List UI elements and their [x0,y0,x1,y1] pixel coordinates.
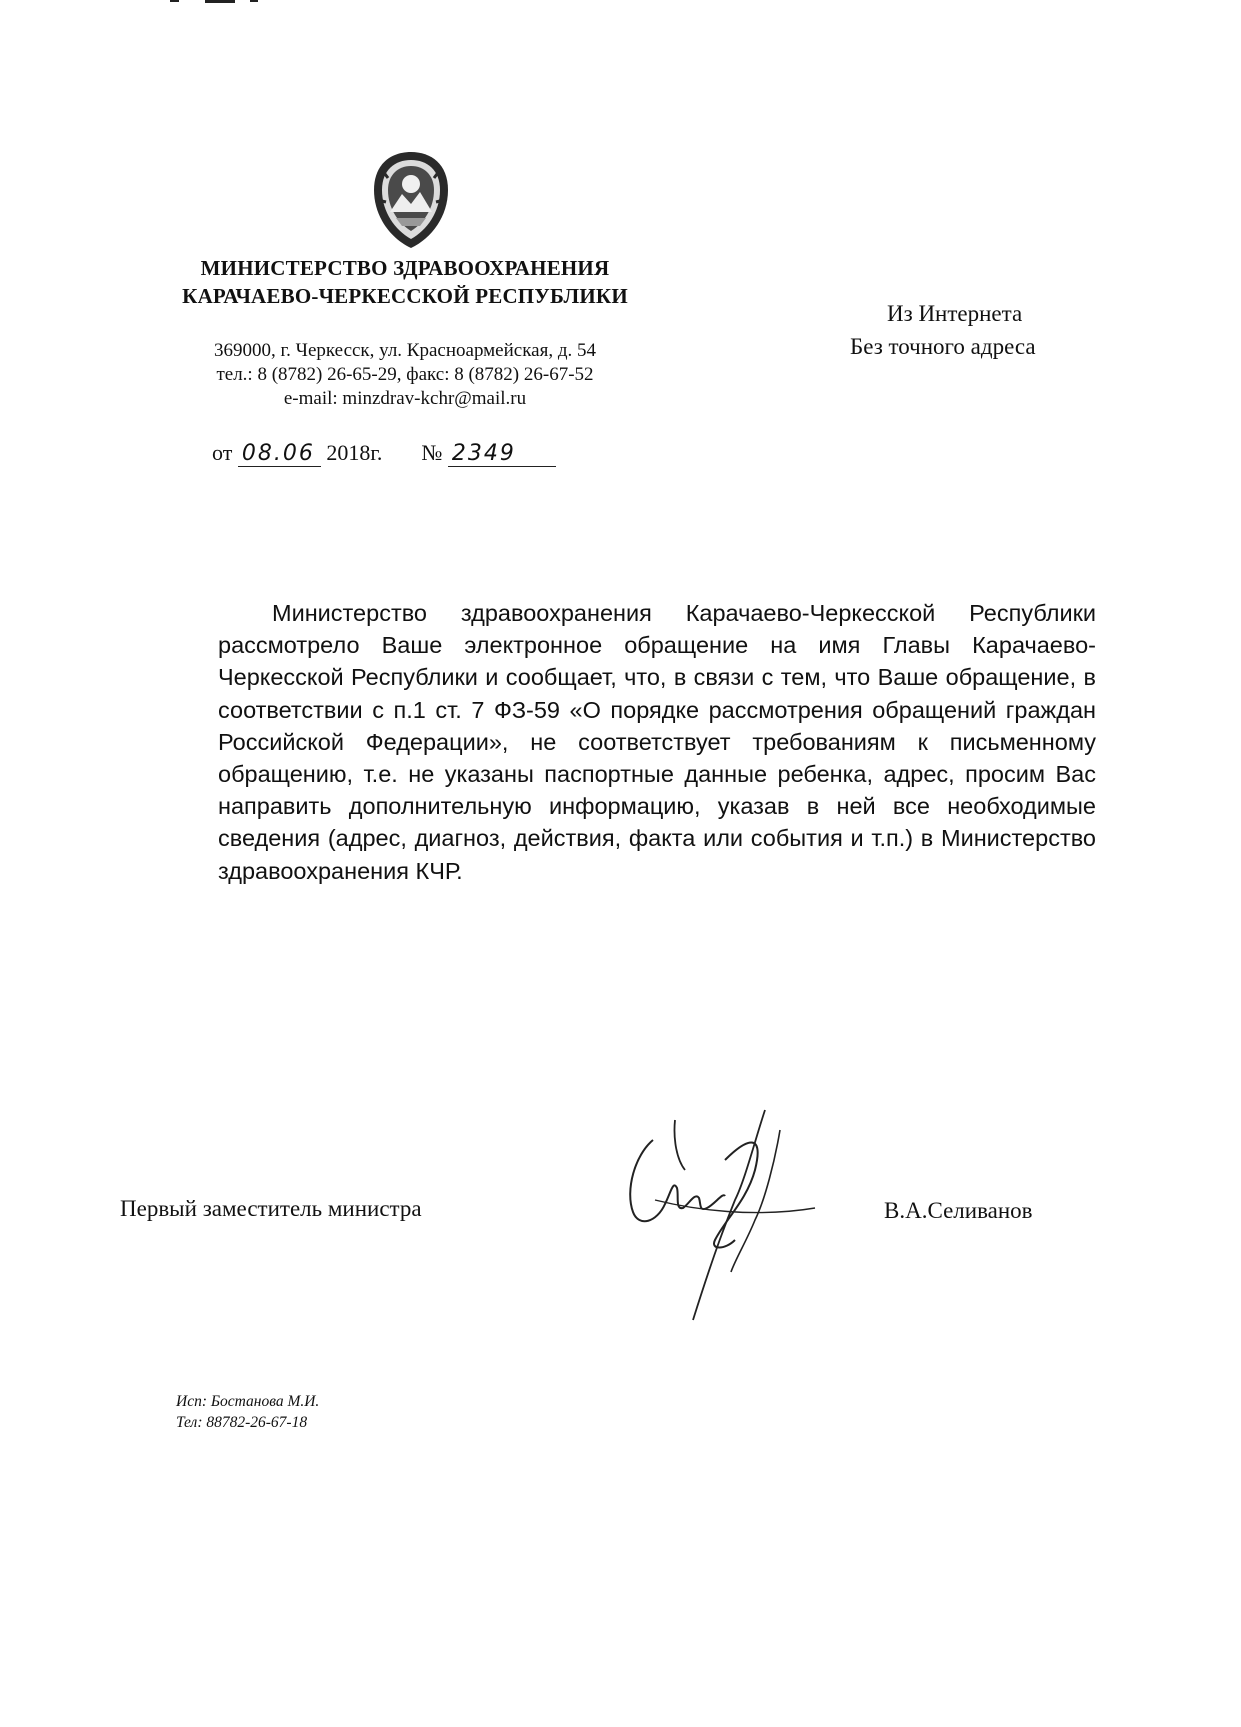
organization-name-line1: МИНИСТЕРСТВО ЗДРАВООХРАНЕНИЯ [200,256,610,280]
document-reference [212,440,556,467]
organization-name-line2: КАРАЧАЕВО-ЧЕРКЕССКОЙ РЕСПУБЛИКИ [182,284,628,308]
signer-name: В.А.Селиванов [884,1198,1033,1223]
signer-position: Первый заместитель министра [120,1196,422,1221]
recipient-line2: Без точного адреса [850,334,1036,359]
handwritten-signature [615,1100,855,1330]
recipient-block [850,297,1100,363]
handwritten-date: 08.06 [238,441,321,467]
executor-phone: Тел: 88782-26-67-18 [176,1414,308,1431]
scan-artifact [250,0,258,2]
executor-name: Исп: Бостанова М.И. [176,1393,320,1410]
organization-address: 369000, г. Черкесск, ул. Красноармейская, д. 54 [213,340,597,361]
handwritten-document-number: 2349 [448,441,556,467]
republic-coat-of-arms-icon [368,150,454,250]
executor-info [176,1391,319,1433]
number-prefix: № [421,440,443,465]
letter-body: Министерство здравоохранения Карачаево-Черкесской Республики рассмотрело Ваше электронное обращение на имя Главы Карачаево-Черкесской Республики и сообщает, что, в связи с тем, что Ваше обращение, в соответствии с п.1 ст. 7 ФЗ-59 «О порядке рассмотрения обращений граждан Российской Федерации», не соответствует требованиям к письменному обращению, т.е. не указаны паспортные данные ребенка, адрес, просим Вас направить дополнительную информацию, указав в ней все необходимые сведения (адрес, диагноз, действия, факта или события и т.п.) в Министерство здравоохранения КЧР. [218,600,1096,884]
scan-artifact [205,0,235,3]
organization-email: e-mail: minzdrav-kchr@mail.ru [283,388,527,409]
recipient-line1: Из Интернета [887,301,1023,326]
date-prefix: от [212,440,233,465]
organization-contacts [130,339,680,411]
organization-name [130,254,680,310]
organization-phones: тел.: 8 (8782) 26-65-29, факс: 8 (8782) 26-67-52 [216,364,594,385]
document-year: 2018г. [326,440,383,465]
scan-artifact [170,0,179,2]
